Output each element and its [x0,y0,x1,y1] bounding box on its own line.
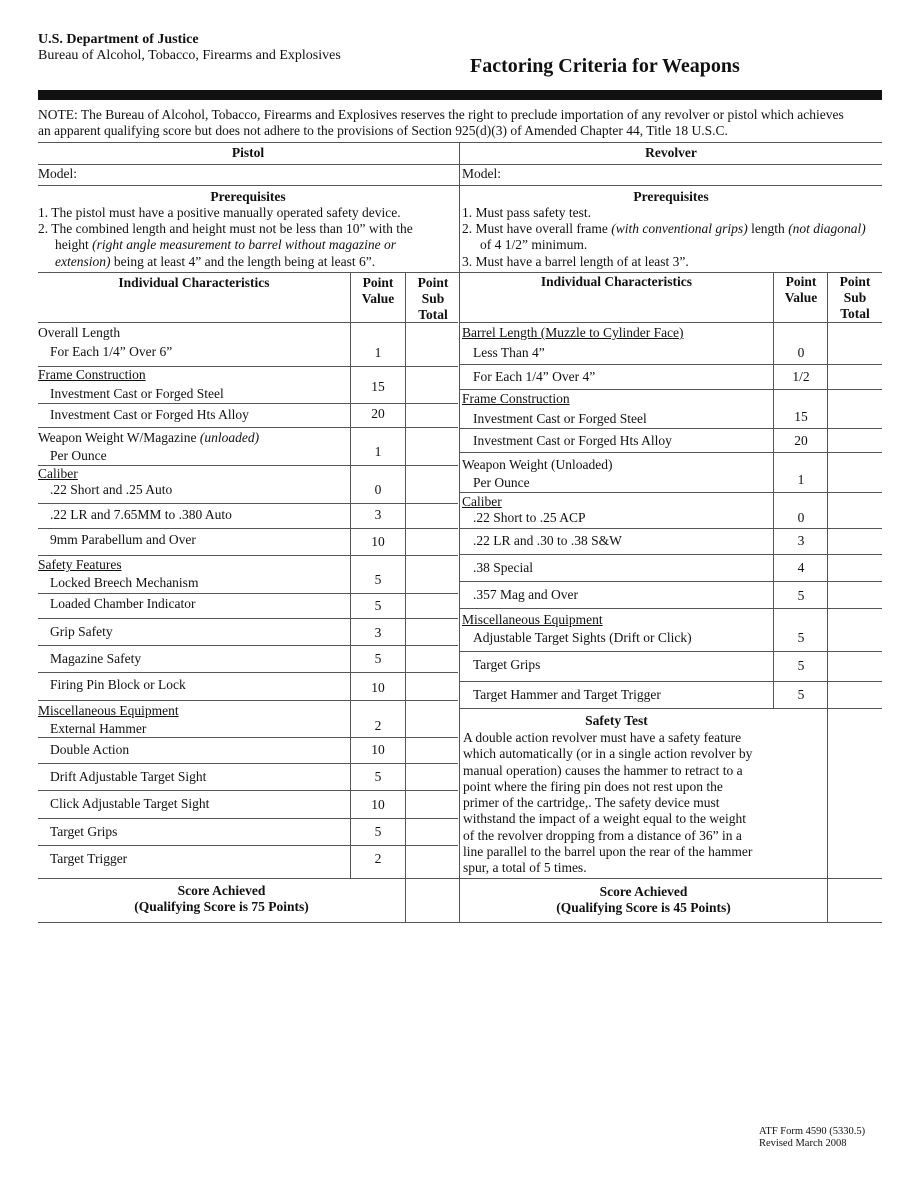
pistol-group-misc: Miscellaneous Equipment [38,703,179,718]
revolver-group-weight: Weapon Weight (Unloaded) [462,457,613,472]
form-title: Factoring Criteria for Weapons [470,55,740,77]
pistol-row-value: 15 [371,379,385,394]
revolver-row-label: Target Grips [473,657,541,672]
pistol-row-label: Investment Cast or Forged Hts Alloy [50,407,249,422]
pistol-col-point-value: Point Value [361,275,395,306]
pistol-qualifying-score: (Qualifying Score is 75 Points) [134,899,309,914]
revolver-group-frame: Frame Construction [462,391,570,406]
revolver-model-label: Model: [462,166,501,181]
pistol-group-frame: Frame Construction [38,367,146,382]
safety-test-text: A double action revolver must have a safety feature which automatically (or in a single action revolver by manual operation) causes the hammer to retract to a point where the firing pin does not rest upon the primer of the cartridge,. The safety device must withstand the impact of a weight equal to the weight of the revolver dropping from a distance of 36” in a line parallel to the barrel upon the rear of the hammer spur, a total of 5 times. [463,730,753,876]
pistol-prereq-2a: 2. The combined length and height must not be less than 10” with the [38,221,413,236]
department-name: U.S. Department of Justice [38,32,199,47]
revolver-group-misc: Miscellaneous Equipment [462,612,603,627]
pistol-group-safety: Safety Features [38,557,122,572]
pistol-prereq-title: Prerequisites [210,189,286,204]
pistol-row-value: 3 [374,625,382,640]
pistol-row-value: 20 [371,406,385,421]
pistol-row-label: Loaded Chamber Indicator [50,596,196,611]
revolver-row-label: For Each 1/4” Over 4” [473,369,596,384]
revolver-row-label: .38 Special [473,560,533,575]
revolver-row-label: .22 Short to .25 ACP [473,510,586,525]
revolver-row-value: 15 [794,409,808,424]
pistol-row-label: Firing Pin Block or Lock [50,677,186,692]
revolver-row-value: 1/2 [792,369,810,384]
revolver-row-label: Per Ounce [473,475,530,490]
pistol-row-value: 1 [374,345,382,360]
pistol-row-value: 10 [371,534,385,549]
revolver-row-value: 0 [797,510,805,525]
revolver-row-value: 20 [794,433,808,448]
pistol-row-label: For Each 1/4” Over 6” [50,344,173,359]
pistol-row-value: 2 [374,718,382,733]
revolver-row-value: 5 [797,687,805,702]
pistol-row-value: 5 [374,598,382,613]
revolver-group-barrel: Barrel Length (Muzzle to Cylinder Face) [462,325,684,340]
pistol-prereq-2b: height (right angle measurement to barrel without magazine or [55,237,396,252]
pistol-score-input[interactable] [406,879,459,921]
pistol-group-caliber: Caliber [38,466,78,481]
pistol-prereq-2c: extension) being at least 4” and the length being at least 6”. [55,254,376,269]
pistol-row-value: 5 [374,651,382,666]
pistol-row-label: .22 Short and .25 Auto [50,482,173,497]
pistol-row-label: Grip Safety [50,624,113,639]
revolver-row-label: .357 Mag and Over [473,587,578,602]
revolver-row-value: 4 [797,560,805,575]
revolver-col-point-value: Point Value [784,274,818,305]
pistol-row-value: 5 [374,769,382,784]
revolver-qualifying-score: (Qualifying Score is 45 Points) [556,900,731,915]
revolver-prereq-2a: 2. Must have overall frame (with conventional grips) length (not diagonal) [462,221,866,236]
header-rule [38,90,882,100]
revolver-row-value: 3 [797,533,805,548]
pistol-prereq-1: 1. The pistol must have a positive manually operated safety device. [38,205,401,220]
revolver-row-value: 0 [797,345,805,360]
pistol-row-value: 10 [371,680,385,695]
revolver-row-label: Adjustable Target Sights (Drift or Click) [473,630,692,645]
revolver-heading: Revolver [645,145,697,160]
pistol-row-label: Click Adjustable Target Sight [50,796,210,811]
pistol-row-label: Investment Cast or Forged Steel [50,386,224,401]
pistol-row-value: 5 [374,572,382,587]
revolver-row-value: 5 [797,658,805,673]
revolver-row-label: Investment Cast or Forged Steel [473,411,647,426]
bureau-name: Bureau of Alcohol, Tobacco, Firearms and Explosives [38,48,341,63]
revolver-col-characteristics: Individual Characteristics [540,274,693,289]
revolver-col-point-sub-total: Point Sub Total [839,274,871,321]
pistol-row-label: Per Ounce [50,448,107,463]
pistol-row-value: 2 [374,851,382,866]
note-line-2: an apparent qualifying score but does not adhere to the provisions of Section 925(d)(3) of Amended Chapter 44, Title 18 U.S.C. [38,123,728,138]
pistol-model-label: Model: [38,166,77,181]
pistol-row-value: 10 [371,742,385,757]
pistol-row-label: Drift Adjustable Target Sight [50,769,207,784]
pistol-row-value: 0 [374,482,382,497]
revolver-row-label: Less Than 4” [473,345,545,360]
pistol-score-label: Score Achieved [177,883,266,898]
revolver-group-caliber: Caliber [462,494,502,509]
pistol-row-value: 3 [374,507,382,522]
pistol-row-label: 9mm Parabellum and Over [50,532,196,547]
pistol-row-value: 10 [371,797,385,812]
pistol-group-overall-length: Overall Length [38,325,121,340]
revolver-row-value: 1 [797,472,805,487]
pistol-row-label: Magazine Safety [50,651,142,666]
pistol-row-value: 1 [374,444,382,459]
revolver-prereq-title: Prerequisites [633,189,709,204]
pistol-row-label: Double Action [50,742,130,757]
form-revision: Revised March 2008 [759,1138,847,1149]
safety-test-title: Safety Test [585,713,648,728]
revolver-score-label: Score Achieved [599,884,688,899]
pistol-heading: Pistol [231,145,265,160]
revolver-prereq-3: 3. Must have a barrel length of at least 3”. [462,254,689,269]
revolver-row-label: Investment Cast or Forged Hts Alloy [473,433,672,448]
revolver-row-label: Target Hammer and Target Trigger [473,687,661,702]
revolver-row-value: 5 [797,588,805,603]
revolver-score-input[interactable] [828,879,882,921]
pistol-col-characteristics: Individual Characteristics [118,275,270,290]
revolver-row-value: 5 [797,630,805,645]
pistol-row-label: External Hammer [50,721,147,736]
pistol-row-label: Locked Breech Mechanism [50,575,199,590]
revolver-row-label: .22 LR and .30 to .38 S&W [473,533,622,548]
pistol-row-value: 5 [374,824,382,839]
pistol-col-point-sub-total: Point Sub Total [417,275,449,322]
note-line-1: NOTE: The Bureau of Alcohol, Tobacco, Firearms and Explosives reserves the right to preclude importation of any revolver or pistol which achieves [38,107,844,122]
form-number: ATF Form 4590 (5330.5) [759,1126,866,1137]
pistol-group-weight: Weapon Weight W/Magazine (unloaded) [38,430,260,445]
pistol-row-label: Target Grips [50,824,118,839]
revolver-prereq-1: 1. Must pass safety test. [462,205,591,220]
pistol-row-label: Target Trigger [50,851,128,866]
pistol-row-label: .22 LR and 7.65MM to .380 Auto [50,507,232,522]
revolver-prereq-2b: of 4 1/2” minimum. [480,237,588,252]
